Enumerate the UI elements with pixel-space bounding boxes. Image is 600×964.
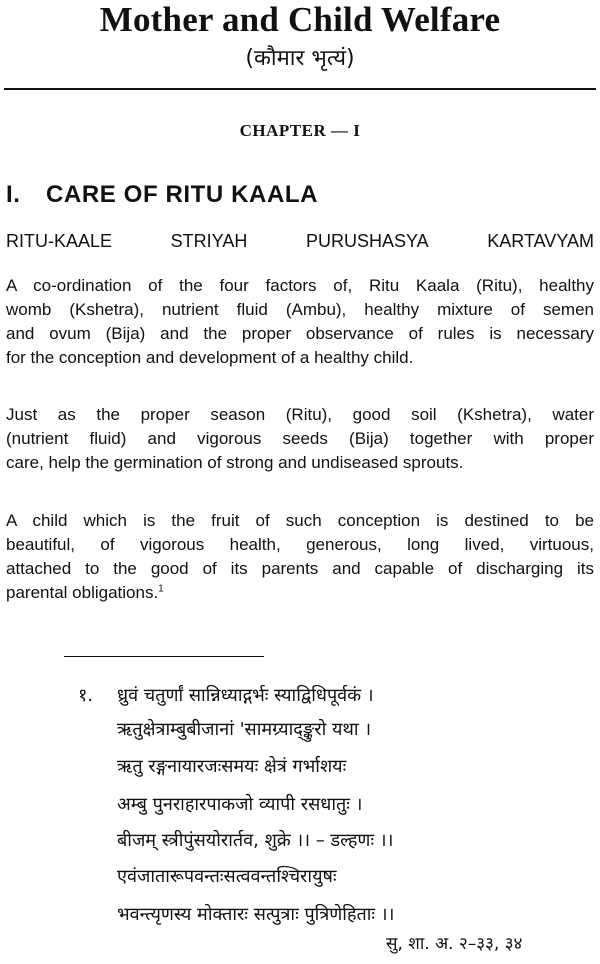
section-subheading xyxy=(6,229,594,253)
paragraph-conception xyxy=(6,274,594,370)
paragraph-line xyxy=(6,581,594,605)
paragraph-line: care, help the germination of strong and undiseased sprouts. xyxy=(6,453,464,472)
paragraph-line: for the conception and development of a healthy child. xyxy=(6,348,414,367)
paragraph-line: beautiful, of vigorous health, generous, long lived, virtuous, xyxy=(6,535,594,554)
paragraph-line: (nutrient fluid) and vigorous seeds (Bija) together with proper xyxy=(6,429,594,448)
subheading-word: KARTAVYAM xyxy=(487,231,594,251)
footnote-divider xyxy=(64,656,264,657)
paragraph-child-qualities xyxy=(6,509,594,605)
verse-line: भवन्त्यृणस्य मोक्तारः सत्पुत्राः पुत्रिणेहिताः ।। xyxy=(117,904,395,925)
footnote-number: १. xyxy=(78,685,94,706)
section-title: CARE OF RITU KAALA xyxy=(46,181,319,208)
page-subtitle-sanskrit: (कौमार भृत्यं) xyxy=(245,46,355,71)
paragraph-line: A child which is the fruit of such conception is destined to be xyxy=(6,511,594,530)
section-heading xyxy=(6,180,596,210)
subheading-word: PURUSHASYA xyxy=(305,231,429,251)
verse-line: ऋतुक्षेत्राम्बुबीजानां 'सामग्र्याद्‌ङ्कुरो यथा । xyxy=(117,719,372,740)
footnote-reference: सु, शा. अ. २–३३, ३४ xyxy=(386,934,523,954)
verse-line: एवंजातारूपवन्तःसत्ववन्तश्चिरायुषः xyxy=(117,866,337,887)
verse-line: ध्रुवं चतुर्णां सान्निध्याद्गर्भः स्याद्विधिपूर्वकं । xyxy=(117,685,374,706)
footnote-marker: 1 xyxy=(158,583,164,595)
verse-line: बीजम् स्त्रीपुंसयोरार्तव, शुक्रे ।। – डल्हणः ।। xyxy=(117,830,394,851)
subheading-word: STRIYAH xyxy=(170,231,248,251)
verse-line: अम्बु पुनराहारपाकजो व्यापी रसधातुः । xyxy=(117,794,363,815)
paragraph-line: attached to the good of its parents and capable of discharging its xyxy=(6,559,594,578)
verse-line: ऋतु रङ्गनायारजःसमयः क्षेत्रं गर्भाशयः xyxy=(117,756,347,777)
paragraph-line: womb (Kshetra), nutrient fluid (Ambu), healthy mixture of semen xyxy=(6,300,594,319)
paragraph-line: and ovum (Bija) and the proper observance of rules is necessary xyxy=(6,324,594,343)
section-number: I. xyxy=(6,181,21,208)
paragraph-line-text: parental obligations. xyxy=(6,583,159,602)
subheading-word: RITU-KAALE xyxy=(6,231,113,251)
paragraph-line: A co-ordination of the four factors of, Ritu Kaala (Ritu), healthy xyxy=(6,276,594,295)
paragraph-analogy xyxy=(6,403,594,475)
page-title: Mother and Child Welfare xyxy=(99,0,501,39)
chapter-heading: CHAPTER — I xyxy=(239,121,361,140)
paragraph-line: Just as the proper season (Ritu), good soil (Kshetra), water xyxy=(6,405,594,424)
header-divider xyxy=(4,88,596,90)
